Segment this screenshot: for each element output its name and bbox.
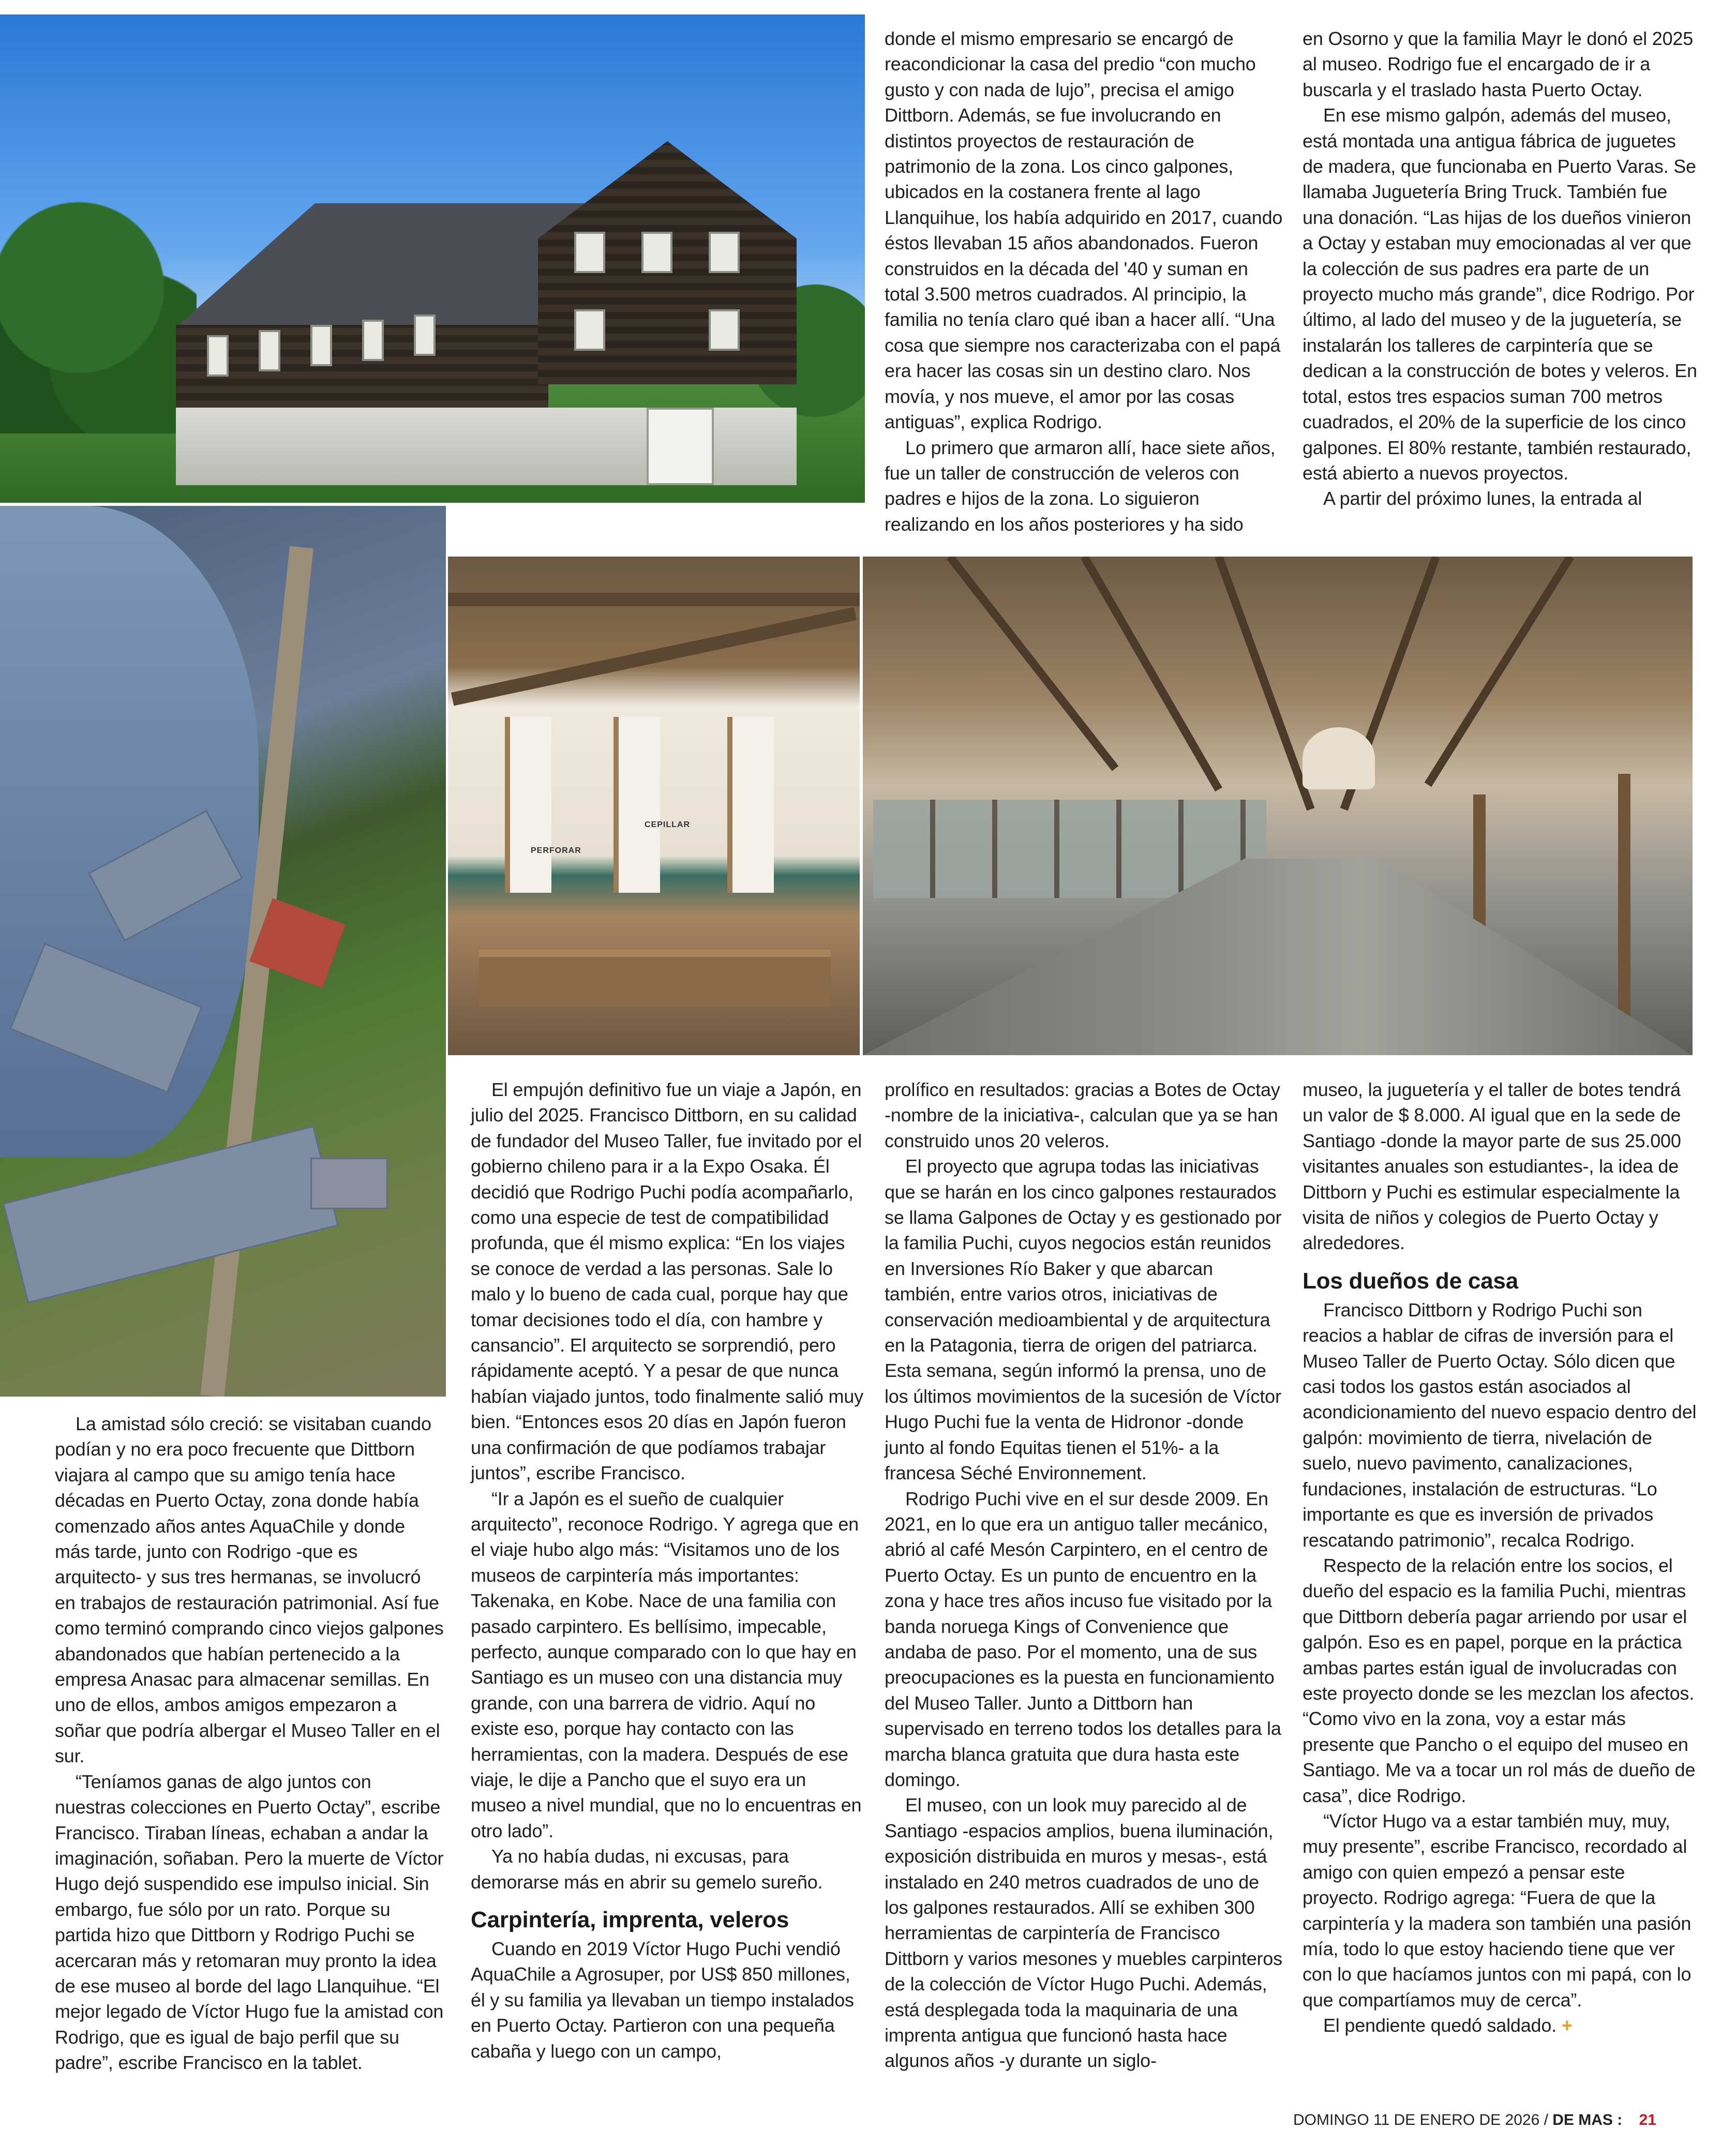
end-mark-icon: +	[1561, 2015, 1573, 2036]
footer-section: DE MAS :	[1552, 2111, 1623, 2128]
paragraph: donde el mismo empresario se encargó de reacondicionar la casa del predio “con mucho gusto y con nada de lujo”, precisa el amigo Dittborn. Además, se fue involucrando en distintos proyectos de restauración de patrimonio de la zona. Los cinco galpones, ubicados en la costanera frente al lago Llanquihue, los había adquirido en 2017, cuando éstos llevaban 15 años abandonados. Fueron construidos en la década del '40 y suman en total 3.500 metros cuadrados. Al principio, la familia no tenía claro qué iban a hacer allí. “Una cosa que siempre nos caracterizaba con el papá era hacer las cosas sin un destino claro. Nos movía, y nos mueve, el amor por las cosas antiguas”, explica Rodrigo.	[885, 28, 1283, 433]
paragraph-final	[1303, 2013, 1701, 2038]
paragraph: en Osorno y que la familia Mayr le donó el 2025 al museo. Rodrigo fue el encargado de ir a buscarla y el traslado hasta Puerto Octay.	[1303, 28, 1694, 100]
paragraph: A partir del próximo lunes, la entrada al	[1323, 488, 1642, 509]
paragraph: Rodrigo Puchi vive en el sur desde 2009. En 2021, en lo que era un antiguo taller mecánico, abrió al café Mesón Carpintero, en el centro de Puerto Octay. Es un punto de encuentro en la zona y hace tres años incuso fue visitado por la banda noruega Kings of Convenience que andaba de paso. Por el momento, una de sus preocupaciones es la puesta en funcionamiento del Museo Taller. Junto a Dittborn han supervisado en terreno todos los detalles para la marcha blanca gratuita que dura hasta este domingo.	[885, 1488, 1281, 1790]
paragraph: “Teníamos ganas de algo juntos con nuestras colecciones en Puerto Octay”, escribe Francisco. Tiraban líneas, echaban a andar la imaginación, soñaban. Pero la muerte de Víctor Hugo dejó suspendido ese impulso inicial. Sin embargo, fue sólo por un rato. Porque su partida hizo que Dittborn y Rodrigo Puchi se acercaran más y retomaran muy pronto la idea de ese museo al borde del lago Llanquihue. “El mejor legado de Víctor Hugo fue la amistad con Rodrigo, que es igual de bajo perfil que su padre”, escribe Francisco en la tablet.	[55, 1771, 444, 2074]
section-heading: Los dueños de casa	[1303, 1268, 1518, 1294]
paragraph: museo, la juguetería y el taller de botes tendrá un valor de $ 8.000. Al igual que en la sede de Santiago -donde la mayor parte de sus 25.000 visitantes anuales son estudiantes-, la idea de Dittborn y Puchi es estimular especialmente la visita de niños y colegios de Puerto Octay y alrededores.	[1303, 1079, 1681, 1254]
column-c-bottom	[885, 1077, 1283, 2074]
paragraph: Ya no había dudas, ni excusas, para demorarse más en abrir su gemelo sureño.	[471, 1846, 823, 1893]
column-b-bottom	[471, 1077, 865, 2064]
barn-photo	[0, 14, 865, 503]
paragraph: En ese mismo galpón, además del museo, está montada una antigua fábrica de juguetes de madera, que funcionaba en Puerto Varas. Se llamaba Juguetería Bring Truck. También fue una donación. “Las hijas de los dueños vinieron a Octay y estaban muy emocionadas al ver que la colección de sus padres era parte de un proyecto mucho más grande”, dice Rodrigo. Por último, al lado del museo y de la juguetería, se instalarán los talleres de carpintería que se dedican a la construcción de botes y veleros. En total, estos tres espacios suman 700 metros cuadrados, el 20% de la superficie de los cinco galpones. El 80% restante, también restaurado, está abierto a nuevos proyectos.	[1303, 104, 1697, 484]
hall-interior-photo	[863, 557, 1693, 1055]
paragraph: El proyecto que agrupa todas las iniciativas que se harán en los cinco galpones restaurados se llama Galpones de Octay y es gestionado por la familia Puchi, cuyos negocios están reunidos en Inversiones Río Baker y que abarcan también, entre varios otros, iniciativas de conservación medioambiental y de arquitectura en la Patagonia, tierra de origen del patriarca. Esta semana, según informó la prensa, uno de los últimos movimientos de la sucesión de Víctor Hugo Puchi fue la venta de Hidronor -donde junto al fondo Equitas tienen el 51%- a la francesa Séché Environnement.	[885, 1156, 1282, 1484]
paragraph: prolífico en resultados: gracias a Botes de Octay -nombre de la iniciativa-, calculan que ya se han construido unos 20 veleros.	[885, 1079, 1280, 1151]
aerial-photo	[0, 506, 446, 1397]
paragraph: Respecto de la relación entre los socios, el dueño del espacio es la familia Puchi, mientras que Dittborn debería pagar arriendo por usar el galpón. Eso es en papel, porque en la práctica ambas partes están igual de involucradas con este proyecto donde se les mezclan los afectos. “Como vivo en la zona, voy a estar más presente que Pancho o el equipo del museo en Santiago. Me va a tocar un rol más de dueño de casa”, dice Rodrigo.	[1303, 1554, 1696, 1806]
column-b-top	[885, 26, 1283, 537]
page-number: 21	[1639, 2111, 1656, 2128]
paragraph: Lo primero que armaron allí, hace siete años, fue un taller de construcción de veleros con padres e hijos de la zona. Lo siguieron realizando en los años posteriores y ha sido	[885, 437, 1276, 535]
paragraph: El empujón definitivo fue un viaje a Japón, en julio del 2025. Francisco Dittborn, en su calidad de fundador del Museo Taller, fue invitado por el gobierno chileno para ir a la Expo Osaka. Él decidió que Rodrigo Puchi podía acompañarlo, como una especie de test de compatibilidad profunda, que él mismo explica: “En los viajes se conoce de verdad a las personas. Sale lo malo y lo bueno de cada cual, porque hay que tomar decisiones todo el día, con hambre y cansancio”. El arquitecto se sorprendió, pero rápidamente aceptó. Y a pesar de que nunca habían viajado juntos, todo finalmente salió muy bien. “Entonces esos 20 días en Japón fueron una confirmación de que podíamos trabajar juntos”, escribe Francisco.	[471, 1079, 863, 1484]
paragraph: “Ir a Japón es el sueño de cualquier arquitecto”, reconoce Rodrigo. Y agrega que en el viaje hubo algo más: “Visitamos uno de los museos de carpintería más importantes: Takenaka, en Kobe. Nace de una familia con pasado carpintero. Es bellísimo, impecable, perfecto, aunque comparado con lo que hay en Santiago es un museo con una distancia muy grande, con una barrera de vidrio. Aquí no existe eso, porque hay contacto con las herramientas, con la madera. Después de ese viaje, le dije a Pancho que el suyo era un museo a nivel mundial, que no lo encuentras en otro lado”.	[471, 1488, 862, 1841]
footer-date: DOMINGO 11 DE ENERO DE 2026 /	[1293, 2111, 1548, 2128]
section-heading: Carpintería, imprenta, veleros	[471, 1907, 789, 1932]
paragraph: Cuando en 2019 Víctor Hugo Puchi vendió AquaChile a Agrosuper, por US$ 850 millones, él y su familia ya llevaban un tiempo instalados en Puerto Octay. Partieron con una pequeña cabaña y luego con un campo,	[471, 1938, 854, 2062]
tool-wall-photo	[448, 557, 860, 1055]
closing-sentence: El pendiente quedó saldado.	[1323, 2015, 1557, 2036]
paragraph: La amistad sólo creció: se visitaban cuando podían y no era poco frecuente que Dittborn viajara al campo que su amigo tenía hace décadas en Puerto Octay, zona donde había comenzado años antes AquaChile y donde más tarde, junto con Rodrigo -que es arquitecto- y sus tres hermanas, se involucró en trabajos de restauración patrimonial. Así fue como terminó comprando cinco viejos galpones abandonados que habían pertenecido a la empresa Anasac para almacenar semillas. En uno de ellos, ambos amigos empezaron a soñar que podría albergar el Museo Taller en el sur.	[55, 1413, 444, 1767]
column-a	[55, 1411, 444, 2076]
column-d-bottom	[1303, 1077, 1701, 2038]
paragraph: “Víctor Hugo va a estar también muy, muy, muy presente”, escribe Francisco, recordado al amigo con quien empezó a pensar este proyecto. Rodrigo agrega: “Fuera de que la carpintería y la madera son también una pasión mía, todo lo que estoy haciendo tiene que ver con lo que hacíamos juntos con mi papá, con lo que compartíamos muy de cerca”.	[1303, 1810, 1692, 2011]
paragraph: El museo, con un look muy parecido al de Santiago -espacios amplios, buena iluminación, exposición distribuida en muros y mesas-, está instalado en 240 metros cuadrados de uno de los galpones restaurados. Allí se exhiben 300 herramientas de carpintería de Francisco Dittborn y varios mesones y muebles carpinteros de la colección de Víctor Hugo Puchi. Además, está desplegada toda la maquinaria de una imprenta antigua que funcionó hasta hace algunos años -y durante un siglo-	[885, 1794, 1282, 2072]
paragraph: Francisco Dittborn y Rodrigo Puchi son reacios a hablar de cifras de inversión para el Museo Taller de Puerto Octay. Sólo dicen que casi todos los gastos están asociados al acondicionamiento del nuevo espacio dentro del galpón: movimiento de tierra, nivelación de suelo, nuevo pavimento, canalizaciones, fundaciones, instalación de estructuras. “Lo importante es que es inversión de privados rescatando patrimonio”, recalca Rodrigo.	[1303, 1299, 1697, 1551]
tools-label-left: PERFORAR	[531, 846, 581, 855]
tools-label-right: CEPILLAR	[645, 820, 690, 829]
column-c-top	[1303, 26, 1701, 512]
page-footer	[1293, 2111, 1736, 2129]
